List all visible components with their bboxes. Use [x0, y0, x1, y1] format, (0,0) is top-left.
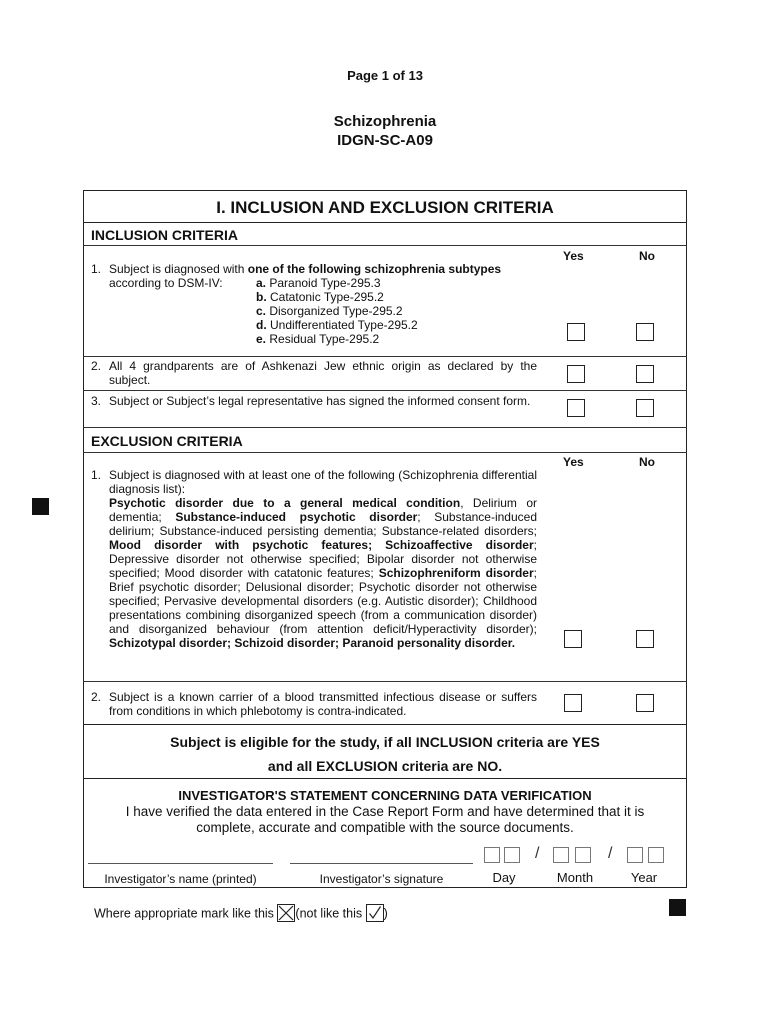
investigator-signature-line[interactable] [290, 863, 473, 864]
exclusion-no-header: No [639, 455, 655, 469]
diagnosis-bold: Schizotypal disorder; Schizoid disorder; Paranoid personality disorder. [109, 636, 516, 650]
divider [83, 681, 687, 682]
subtype-item: e. Residual Type-295.2 [256, 332, 380, 346]
diagnosis-bold: Substance-induced psychotic disorder [175, 510, 418, 524]
exclusion-heading: EXCLUSION CRITERIA [91, 433, 243, 449]
day-label: Day [492, 870, 516, 885]
divider [83, 724, 687, 725]
inclusion-3-no-checkbox[interactable] [636, 399, 654, 417]
check-mark-icon [366, 904, 384, 922]
subtype-item: a. Paranoid Type-295.3 [256, 276, 381, 290]
date-separator: / [535, 845, 540, 862]
eligibility-line-1: Subject is eligible for the study, if all INCLUSION criteria are YES [170, 734, 600, 750]
criterion-tail: according to DSM-IV: [109, 276, 223, 290]
inclusion-heading: INCLUSION CRITERIA [91, 227, 238, 243]
criterion-number: 2. [91, 359, 102, 373]
criterion-text: Subject is diagnosed with [109, 262, 248, 276]
investigator-name-line[interactable] [88, 863, 273, 864]
year-digit-1-box[interactable] [627, 847, 643, 863]
investigator-statement-line-2: complete, accurate and compatible with the source documents. [196, 820, 574, 835]
diagnosis-text: ; Substance-induced delirium; Substance-induced persisting dementia; Substance-related disorders; [109, 510, 537, 538]
study-code: IDGN-SC-A09 [337, 132, 433, 149]
subtype-item: c. Disorganized Type-295.2 [256, 304, 403, 318]
diagnosis-text: ; Depressive disorder not otherwise specified; Bipolar disorder not otherwise specified; Mood disorder with catatonic features; [109, 538, 537, 580]
exclusion-2-yes-checkbox[interactable] [564, 694, 582, 712]
study-name: Schizophrenia [333, 113, 437, 130]
investigator-statement-title: INVESTIGATOR'S STATEMENT CONCERNING DATA VERIFICATION [178, 788, 592, 803]
exclusion-1-no-checkbox[interactable] [636, 630, 654, 648]
subtype-item: b. Catatonic Type-295.2 [256, 290, 384, 304]
criterion-text: All 4 grandparents are of Ashkenazi Jew ethnic origin as declared by the subject. [109, 359, 537, 387]
investigator-name-label: Investigator’s name (printed) [104, 872, 257, 886]
document-title [0, 112, 770, 150]
diagnosis-text: , Delirium or dementia; [109, 496, 537, 524]
criterion-text: Subject or Subject’s legal representative has signed the informed consent form. [109, 394, 531, 408]
instruction-text: Where appropriate mark like this [94, 906, 278, 921]
inclusion-1-no-checkbox[interactable] [636, 323, 654, 341]
eligibility-line-2: and all EXCLUSION criteria are NO. [267, 758, 503, 774]
divider [83, 452, 687, 453]
month-label: Month [556, 870, 594, 885]
registration-marker [669, 899, 686, 916]
inclusion-2-yes-checkbox[interactable] [567, 365, 585, 383]
divider [83, 778, 687, 779]
exclusion-1-yes-checkbox[interactable] [564, 630, 582, 648]
exclusion-2-no-checkbox[interactable] [636, 694, 654, 712]
investigator-statement-line-1: I have verified the data entered in the Case Report Form and have determined that it is [125, 804, 645, 819]
section-title: I. INCLUSION AND EXCLUSION CRITERIA [216, 198, 554, 217]
exclusion-criterion-1 [91, 468, 537, 650]
cross-mark-icon [277, 904, 295, 922]
exclusion-yes-header: Yes [563, 455, 584, 469]
criterion-number: 3. [91, 394, 102, 408]
criterion-number: 1. [91, 468, 102, 482]
day-digit-2-box[interactable] [504, 847, 520, 863]
criterion-number: 1. [91, 262, 102, 276]
subtype-item: d. Undifferentiated Type-295.2 [256, 318, 418, 332]
inclusion-criterion-3 [91, 394, 537, 408]
divider [83, 427, 687, 428]
inclusion-no-header: No [639, 249, 655, 263]
inclusion-3-yes-checkbox[interactable] [567, 399, 585, 417]
criterion-intro: Subject is diagnosed with at least one of the following (Schizophrenia differential diagnosis list): [109, 468, 537, 496]
divider [83, 245, 687, 246]
criterion-number: 2. [91, 690, 102, 704]
inclusion-2-no-checkbox[interactable] [636, 365, 654, 383]
inclusion-yes-header: Yes [563, 249, 584, 263]
subtype-list [109, 276, 418, 346]
day-digit-1-box[interactable] [484, 847, 500, 863]
year-digit-2-box[interactable] [648, 847, 664, 863]
year-label: Year [630, 870, 658, 885]
exclusion-criterion-2 [91, 690, 537, 718]
page-number: Page 1 of 13 [347, 68, 423, 83]
instruction-text: (not like this [295, 906, 366, 921]
month-digit-2-box[interactable] [575, 847, 591, 863]
criterion-text: Subject is a known carrier of a blood transmitted infectious disease or suffers from conditions in which phlebotomy is contra-indicated. [109, 690, 537, 718]
divider [83, 222, 687, 223]
criterion-bold-text: one of the following schizophrenia subtypes [247, 262, 502, 276]
inclusion-criterion-1 [91, 262, 537, 346]
month-digit-1-box[interactable] [553, 847, 569, 863]
divider [83, 390, 687, 391]
diagnosis-bold: Psychotic disorder due to a general medical condition [109, 496, 461, 510]
inclusion-criterion-2 [91, 359, 537, 387]
registration-marker [32, 498, 49, 515]
inclusion-1-yes-checkbox[interactable] [567, 323, 585, 341]
investigator-signature-label: Investigator’s signature [319, 872, 444, 886]
diagnosis-bold: Schizophreniform disorder [378, 566, 534, 580]
diagnosis-bold: Mood disorder with psychotic features; Schizoaffective disorder [109, 538, 534, 552]
date-separator: / [608, 845, 613, 862]
instruction-text: ) [383, 906, 388, 921]
diagnosis-text: ; Brief psychotic disorder; Delusional disorder; Psychotic disorder not otherwise specified; Pervasive developmental disorders (e.g. Autistic disorder); Childhood presentations combining disorganized speech (from a communication disorder) and disorganized behaviour (from attention deficit/Hyperactivity disorder); [109, 566, 537, 636]
divider [83, 356, 687, 357]
marking-instruction [94, 905, 388, 923]
